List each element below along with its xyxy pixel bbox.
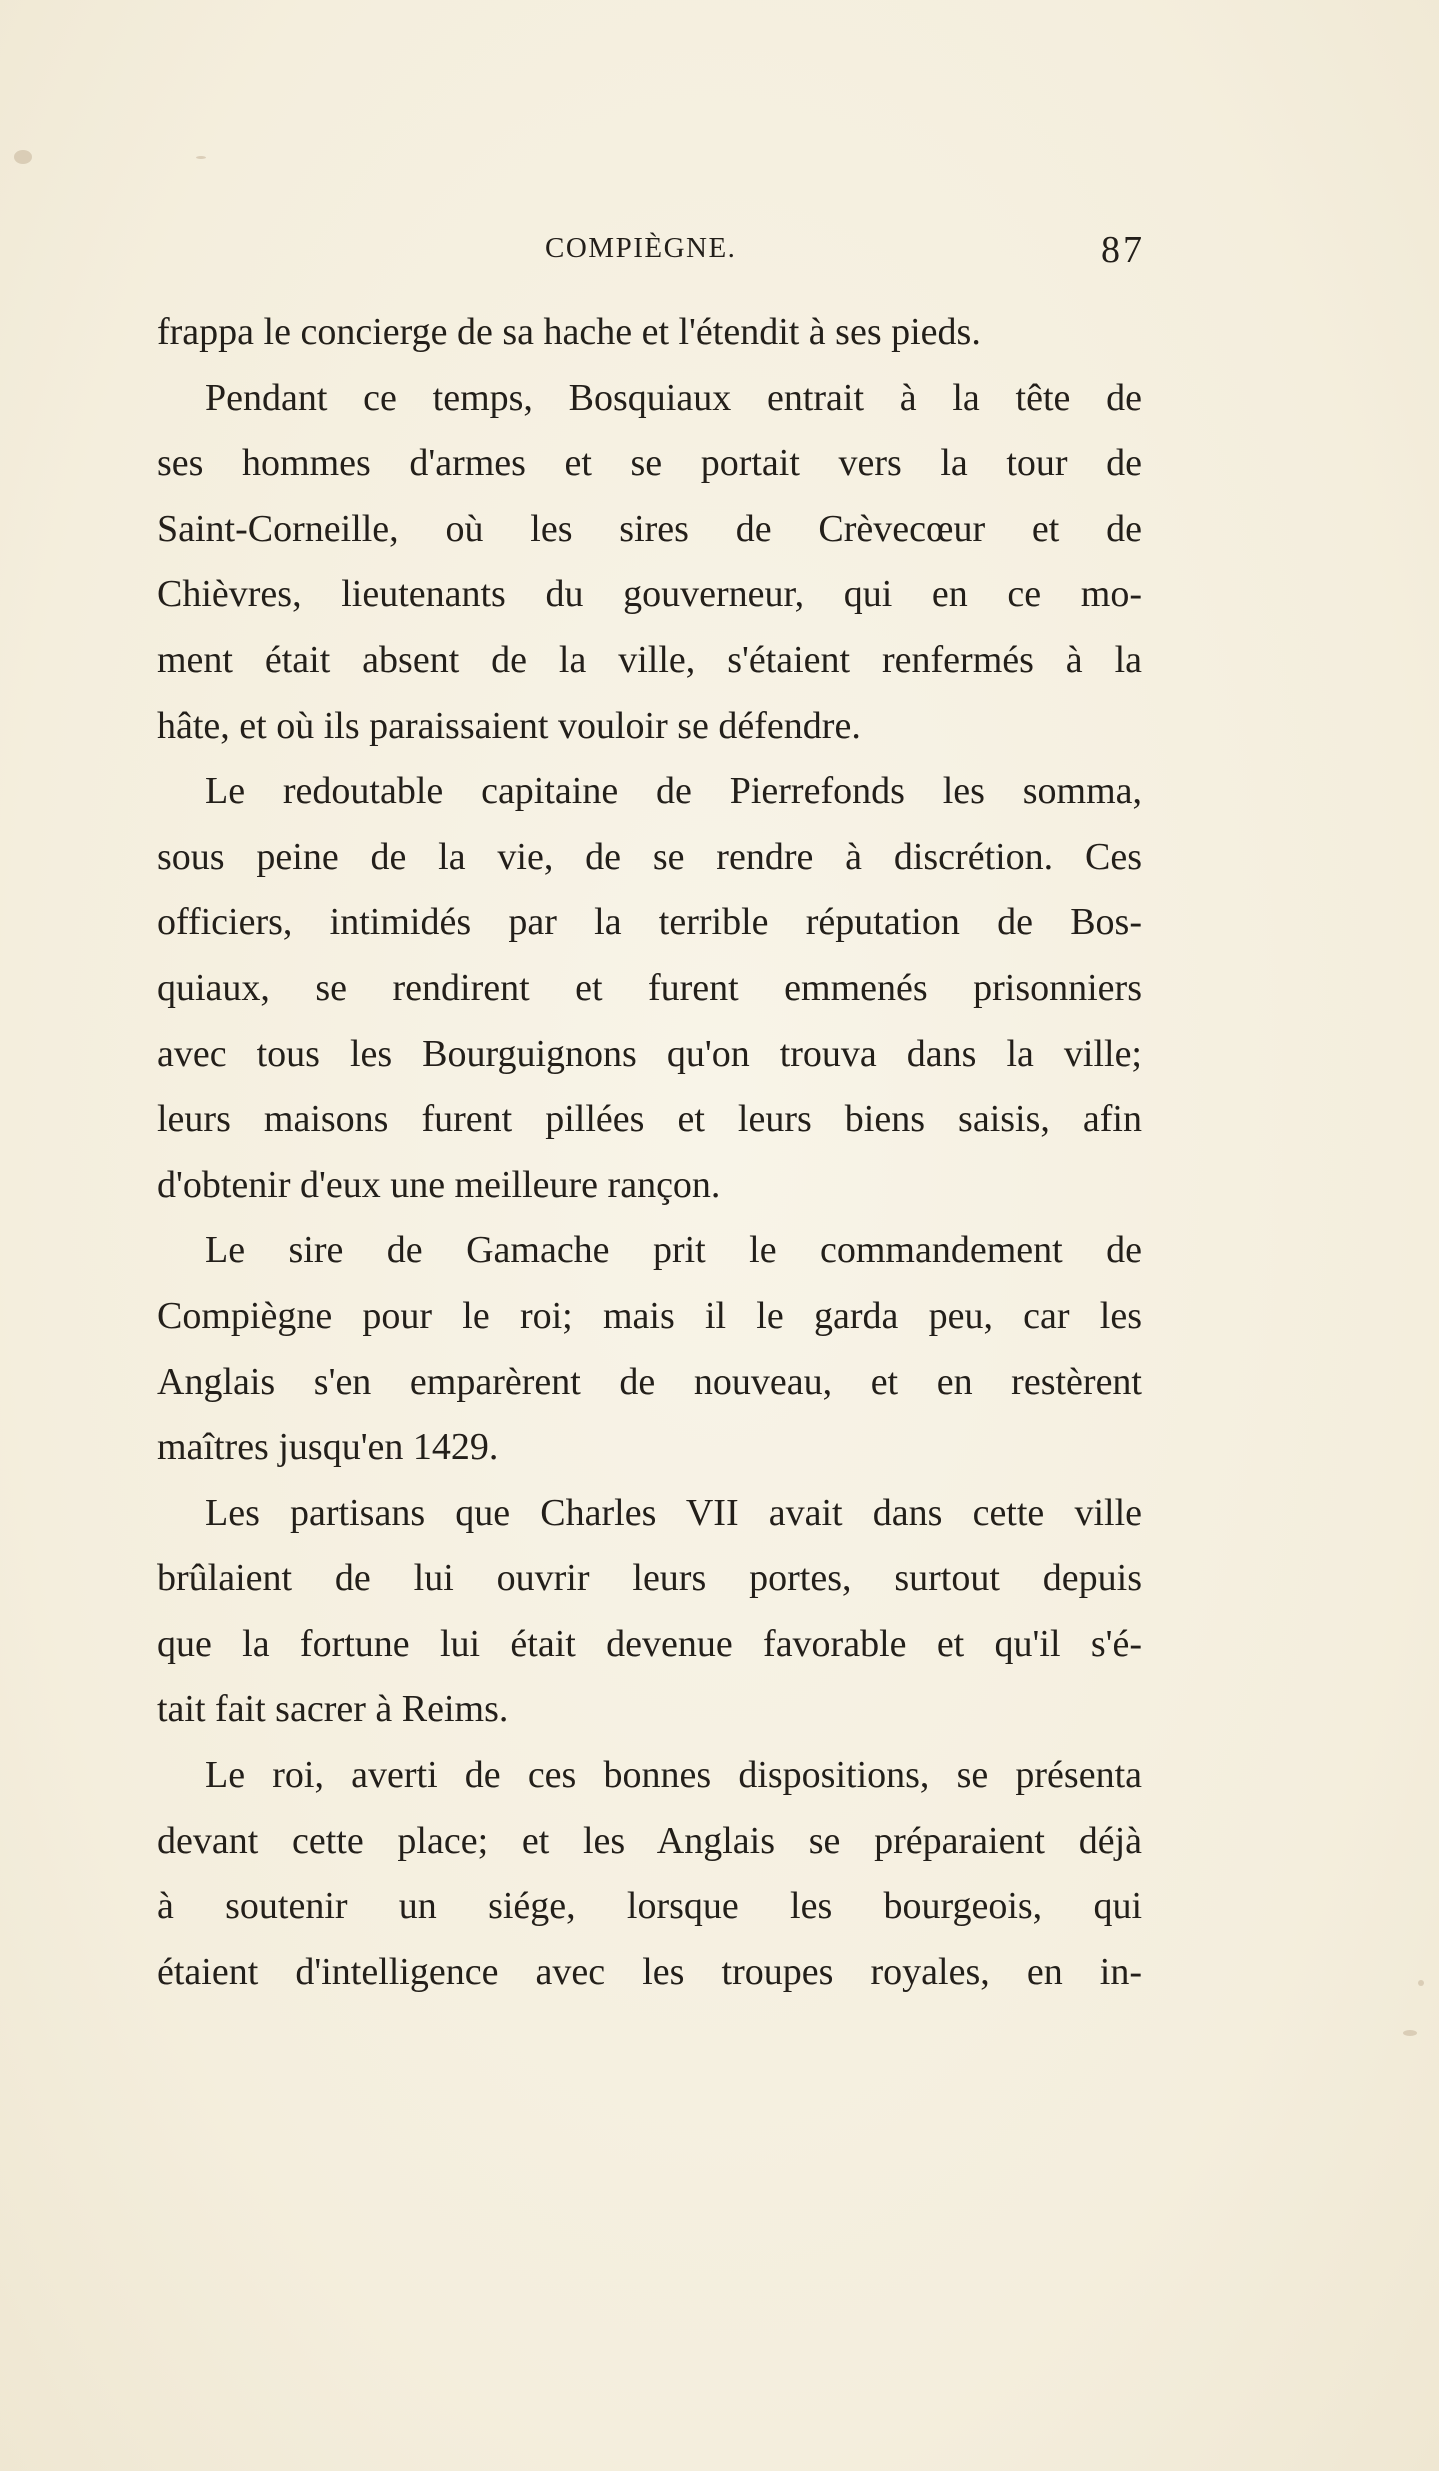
text-line: devant cette place; et les Anglais se préparaient déjà [157,1819,1142,1862]
text-line: maîtres jusqu'en 1429. [157,1426,499,1469]
text-line: hâte, et où ils paraissaient vouloir se défendre. [157,704,861,747]
text-line: Les partisans que Charles VII avait dans cette ville [205,1491,1142,1534]
text-line: quiaux, se rendirent et furent emmenés prisonniers [157,966,1142,1009]
text-line: officiers, intimidés par la terrible réputation de Bos- [157,901,1142,944]
paper-speck [1418,1980,1424,1986]
text-line: Le roi, averti de ces bonnes dispositions, se présenta [205,1754,1142,1797]
paper-speck [1403,2030,1417,2036]
text-line: à soutenir un siége, lorsque les bourgeois, qui [157,1885,1142,1928]
page-number: 87 [1101,229,1145,271]
text-line: Le sire de Gamache prit le commandement de [205,1229,1142,1272]
text-line: Pendant ce temps, Bosquiaux entrait à la tête de [205,376,1142,419]
running-title: COMPIÈGNE. [545,232,737,264]
body-text [157,300,1142,2005]
text-line: frappa le concierge de sa hache et l'étendit à ses pieds. [157,311,981,353]
text-line: étaient d'intelligence avec les troupes royales, en in- [157,1950,1142,1993]
text-line: sous peine de la vie, de se rendre à discrétion. Ces [157,835,1142,878]
text-line: tait fait sacrer à Reims. [157,1688,509,1731]
text-line: ment était absent de la ville, s'étaient renfermés à la [157,638,1142,681]
text-line: Compiègne pour le roi; mais il le garda peu, car les [157,1294,1142,1337]
paper-speck [14,150,32,164]
page-header [545,229,1145,282]
text-line: Saint-Corneille, où les sires de Crèvecœur et de [157,507,1142,550]
text-line: Chièvres, lieutenants du gouverneur, qui en ce mo- [157,573,1142,616]
text-line: Anglais s'en emparèrent de nouveau, et en restèrent [157,1360,1142,1403]
text-line: ses hommes d'armes et se portait vers la tour de [157,442,1142,485]
paper-speck [196,156,206,159]
text-line: Le redoutable capitaine de Pierrefonds les somma, [205,770,1142,813]
text-line: leurs maisons furent pillées et leurs biens saisis, afin [157,1098,1142,1141]
text-line: brûlaient de lui ouvrir leurs portes, surtout depuis [157,1557,1142,1600]
text-line: d'obtenir d'eux une meilleure rançon. [157,1163,721,1206]
text-line: que la fortune lui était devenue favorable et qu'il s'é- [157,1622,1142,1665]
text-line: avec tous les Bourguignons qu'on trouva dans la ville; [157,1032,1142,1075]
